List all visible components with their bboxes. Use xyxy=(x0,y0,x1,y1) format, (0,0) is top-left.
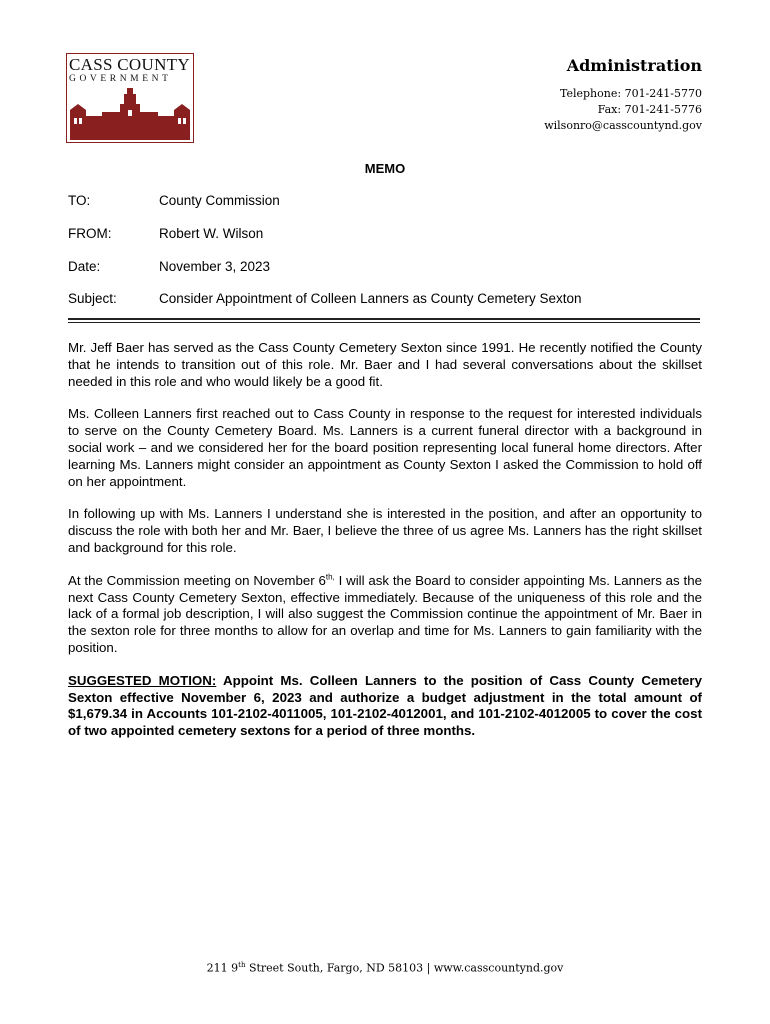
from-value: Robert W. Wilson xyxy=(159,226,264,241)
paragraph-1: Mr. Jeff Baer has served as the Cass County Cemetery Sexton since 1991. He recently notified the County that he intends to transition out of this role. Mr. Baer and I had several conversations about the skillset needed in this role and who would likely be a good fit. xyxy=(68,340,702,389)
footer-ordinal: th xyxy=(238,961,246,969)
paragraph-3: In following up with Ms. Lanners I understand she is interested in the position, and after an opportunity to discuss the role with both her and Mr. Baer, I believe the three of us agree Ms. Lanners has the right skillset and background for this role. xyxy=(68,506,702,555)
to-value: County Commission xyxy=(159,193,280,208)
logo-subtitle: GOVERNMENT xyxy=(69,74,172,84)
memo-body xyxy=(68,340,702,756)
county-logo xyxy=(66,53,194,143)
date-value: November 3, 2023 xyxy=(159,259,271,274)
motion-label: SUGGESTED MOTION: xyxy=(68,672,217,688)
paragraph-2: Ms. Colleen Lanners first reached out to Cass County in response to the request for interested individuals to serve on the County Cemetery Board. Ms. Lanners is a current funeral director with a background in social work – and we considered her for the board position representing local funeral home directors. After learning Ms. Lanners might consider an appointment as County Sexton I asked the Commission to hold off on her appointment. xyxy=(68,406,702,489)
to-label: TO: xyxy=(68,193,91,208)
contact-block xyxy=(544,86,702,134)
header-divider-thin xyxy=(68,322,700,323)
memo-title: MEMO xyxy=(364,161,406,176)
ordinal-suffix: th, xyxy=(325,572,335,582)
footer-address xyxy=(0,961,770,975)
courthouse-icon xyxy=(68,86,192,140)
from-label: FROM: xyxy=(68,226,112,241)
header-divider xyxy=(68,318,700,320)
email: wilsonro@casscountynd.gov xyxy=(544,119,702,132)
footer-addr-start: 211 9 xyxy=(206,961,239,975)
memo-to-row xyxy=(68,193,280,208)
telephone: Telephone: 701-241-5770 xyxy=(560,87,702,100)
paragraph-4-start: At the Commission meeting on November 6 xyxy=(68,572,326,588)
memo-from-row xyxy=(68,226,263,241)
suggested-motion xyxy=(68,673,702,740)
date-label: Date: xyxy=(68,259,101,274)
logo-county-name: CASS COUNTY xyxy=(69,55,190,74)
department-heading: Administration xyxy=(566,56,702,75)
subject-label: Subject: xyxy=(68,291,117,306)
memo-date-row xyxy=(68,259,270,274)
subject-value: Consider Appointment of Colleen Lanners as County Cemetery Sexton xyxy=(159,291,582,306)
paragraph-4 xyxy=(68,573,702,657)
motion-text: Appoint Ms. Colleen Lanners to the position of Cass County Cemetery Sexton effective November 6, 2023 and authorize a budget adjustment in the total amount of $1,679.34 in Accounts 101-2102-4011005, 101-2102-4012001, and 101-2102-4012005 to cover the cost of two appointed cemetery sextons for a period of three months. xyxy=(68,672,702,739)
footer-addr-rest: Street South, Fargo, ND 58103 | www.casscountynd.gov xyxy=(245,961,564,975)
paragraph-4-rest: I will ask the Board to consider appointing Ms. Lanners as the next Cass County Cemetery Sexton, effective immediately. Because of the uniqueness of this role and the lack of a formal job description, I will also suggest the Commission continue the appointment of Mr. Baer in the sexton role for three months to allow for an overlap and time for Ms. Lanners to gain familiarity with the position. xyxy=(68,572,703,655)
memo-subject-row xyxy=(68,291,582,306)
fax: Fax: 701-241-5776 xyxy=(597,103,702,116)
